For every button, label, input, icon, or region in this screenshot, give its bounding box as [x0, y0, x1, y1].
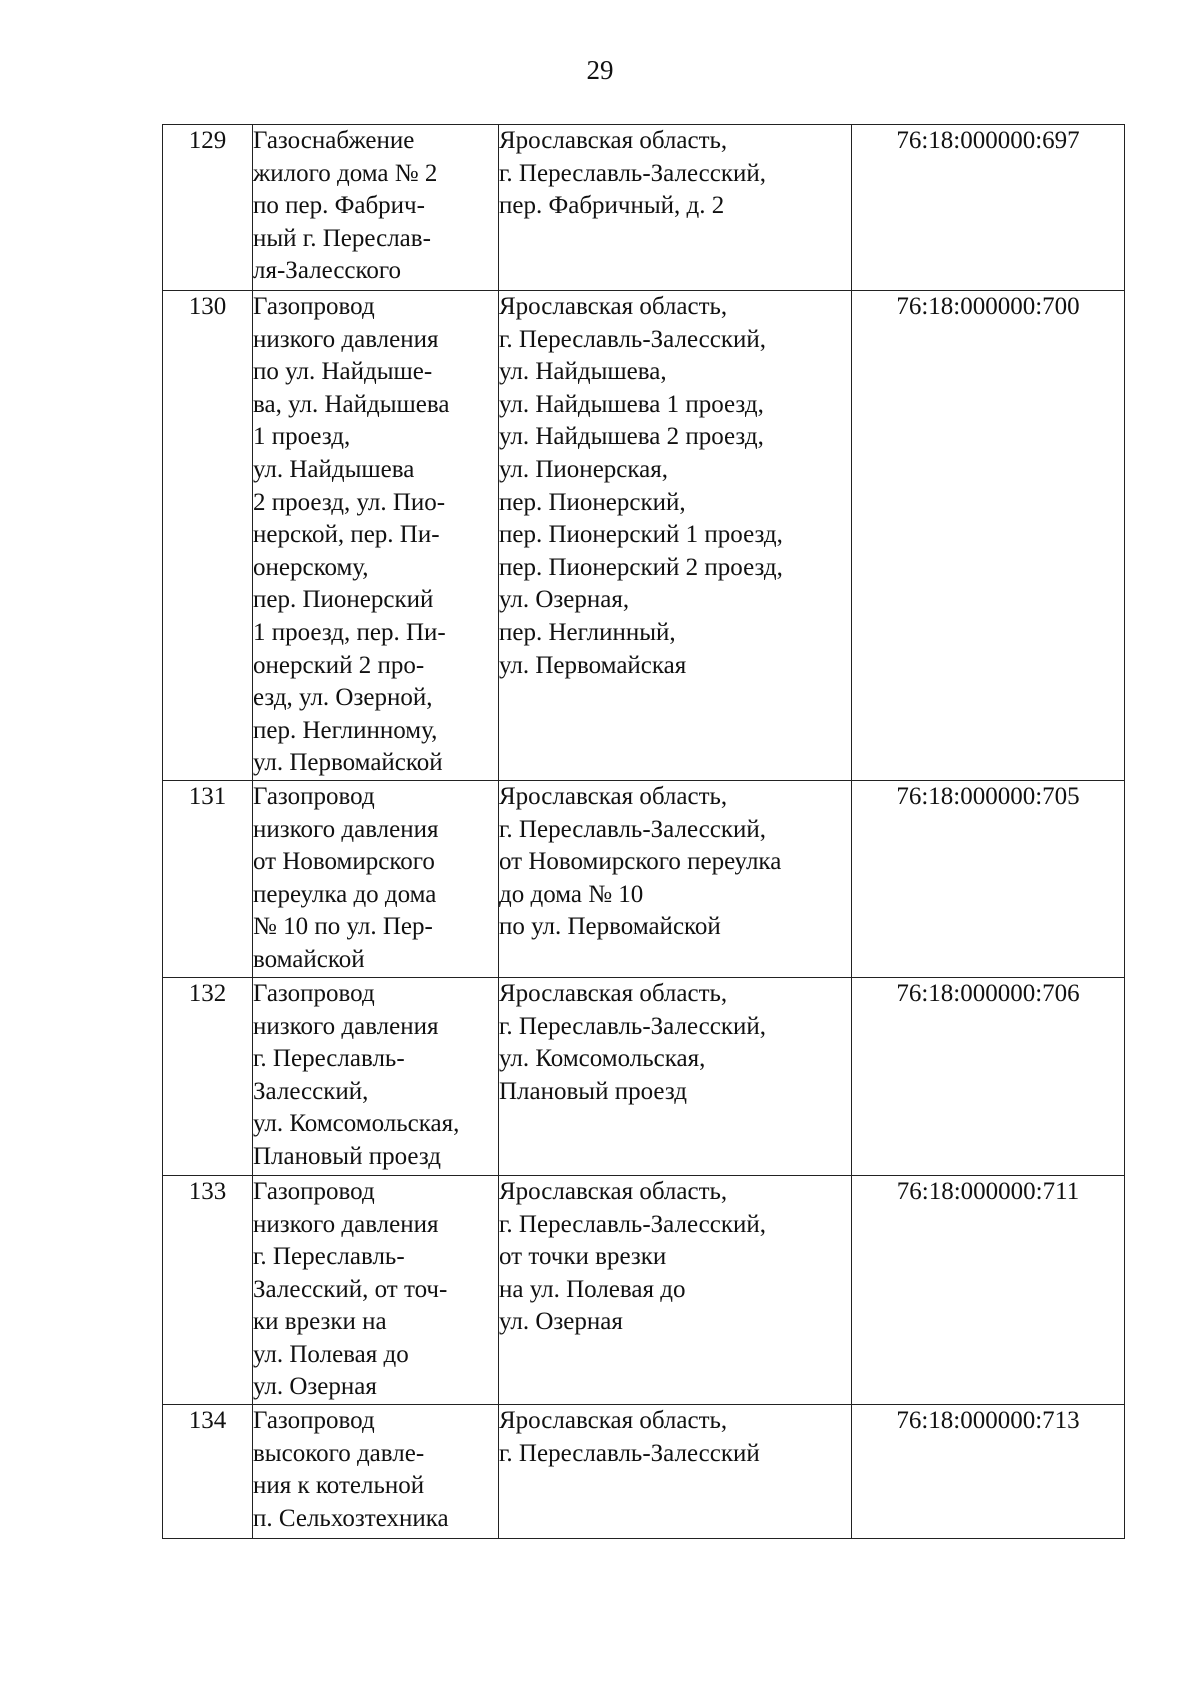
cadastral-number-cell: 76:18:000000:705: [852, 780, 1125, 977]
object-name-cell: Газоснабжение жилого дома № 2 по пер. Фабрич- ный г. Переслав- ля-Залесского: [253, 125, 499, 291]
address-cell: Ярославская область, г. Переславль-Залесский, ул. Комсомольская, Плановый проезд: [499, 977, 852, 1175]
object-name-cell: Газопровод низкого давления от Новомирского переулка до дома № 10 по ул. Пер- вомайской: [253, 780, 499, 977]
address-cell: Ярославская область, г. Переславль-Залесский, от Новомирского переулка до дома № 10 по ул. Первомайской: [499, 780, 852, 977]
cadastral-number-cell: 76:18:000000:697: [852, 125, 1125, 291]
table-row: [163, 125, 1125, 291]
cadastral-number-cell: 76:18:000000:713: [852, 1405, 1125, 1539]
object-name-cell: Газопровод высокого давле- ния к котельной п. Сельхозтехника: [253, 1405, 499, 1539]
page-number: 29: [586, 55, 614, 85]
table-row: [163, 291, 1125, 781]
object-name-cell: Газопровод низкого давления г. Переславль- Залесский, от точ- ки врезки на ул. Полевая до ул. Озерная: [253, 1175, 499, 1404]
address-cell: Ярославская область, г. Переславль-Залесский, ул. Найдышева, ул. Найдышева 1 проезд, ул. Найдышева 2 проезд, ул. Пионерская, пер. Пионерский, пер. Пионерский 1 проезд, пер. Пионерский 2 проезд, ул. Озерная, пер. Неглинный, ул. Первомайская: [499, 291, 852, 781]
cadastral-number-cell: 76:18:000000:706: [852, 977, 1125, 1175]
row-number-cell: 129: [163, 125, 253, 291]
cadastral-number-cell: 76:18:000000:711: [852, 1175, 1125, 1404]
object-name-cell: Газопровод низкого давления г. Переславль- Залесский, ул. Комсомольская, Плановый проезд: [253, 977, 499, 1175]
row-number-cell: 132: [163, 977, 253, 1175]
table-row: [163, 780, 1125, 977]
address-cell: Ярославская область, г. Переславль-Залесский, от точки врезки на ул. Полевая до ул. Озерная: [499, 1175, 852, 1404]
registry-table: [162, 124, 1125, 1539]
table-row: [163, 977, 1125, 1175]
address-cell: Ярославская область, г. Переславль-Залесский, пер. Фабричный, д. 2: [499, 125, 852, 291]
row-number-cell: 133: [163, 1175, 253, 1404]
address-cell: Ярославская область, г. Переславль-Залесский: [499, 1405, 852, 1539]
row-number-cell: 130: [163, 291, 253, 781]
row-number-cell: 131: [163, 780, 253, 977]
row-number-cell: 134: [163, 1405, 253, 1539]
table-row: [163, 1175, 1125, 1404]
cadastral-number-cell: 76:18:000000:700: [852, 291, 1125, 781]
table-row: [163, 1405, 1125, 1539]
object-name-cell: Газопровод низкого давления по ул. Найдыше- ва, ул. Найдышева 1 проезд, ул. Найдышева 2 проезд, ул. Пио- нерской, пер. Пи- онерскому, пер. Пионерский 1 проезд, пер. Пи- онерский 2 про- езд, ул. Озерной, пер. Неглинному, ул. Первомайской: [253, 291, 499, 781]
